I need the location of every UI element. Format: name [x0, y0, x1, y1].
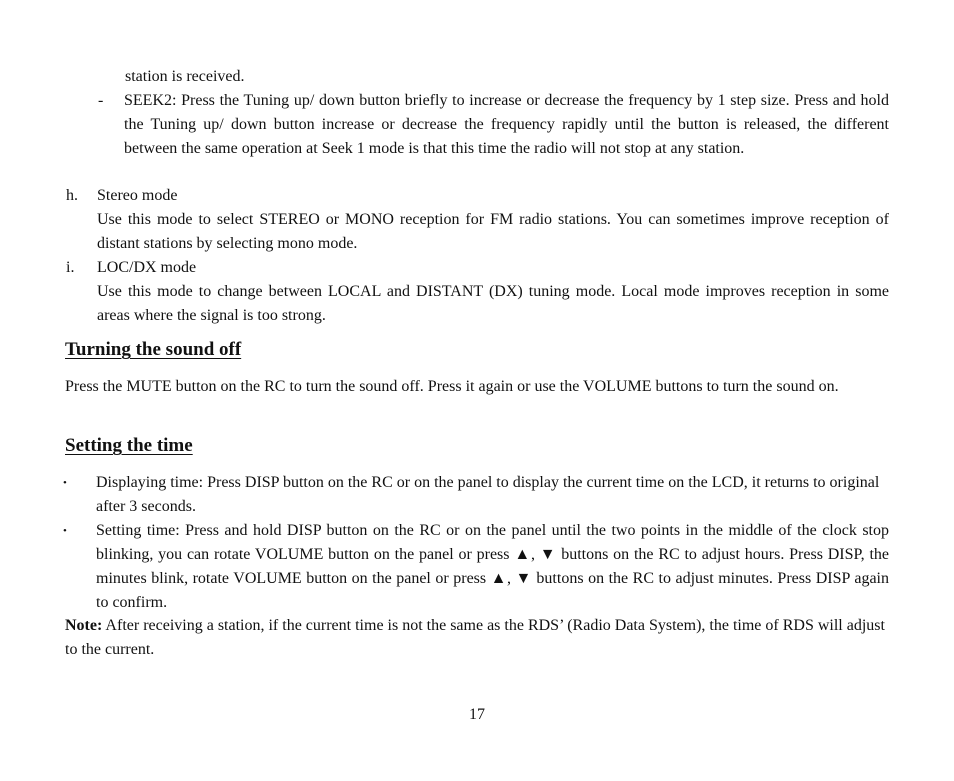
- seek2-description: SEEK2: Press the Tuning up/ down button briefly to increase or decrease the frequency by 1 step size. Press and hold the Tuning up/ down button increase or decrease the frequency rapidly until the button is released, the different between the same operation at Seek 1 mode is that this time the radio will not stop at any station.: [124, 92, 889, 157]
- note-label: Note:: [65, 617, 103, 634]
- item-label-h: h.: [66, 187, 78, 204]
- bullet-dot: •: [63, 477, 67, 489]
- item-label-i: i.: [66, 259, 75, 276]
- section-heading-sound-off: Turning the sound off: [65, 339, 242, 360]
- sound-off-paragraph: Press the MUTE button on the RC to turn the sound off. Press it again or use the VOLUME buttons to turn the sound on.: [65, 378, 839, 395]
- loc-dx-mode-title: LOC/DX mode: [97, 259, 197, 276]
- bullet-dot: •: [63, 525, 67, 537]
- bullet-setting-time: Setting time: Press and hold DISP button on the RC or on the panel until the two points in the middle of the clock stop blinking, you can rotate VOLUME button on the panel or press ▲, ▼ buttons on the RC to adjust hours. Press DISP, the minutes blink, rotate VOLUME button on the panel or press ▲, ▼ buttons on the RC to adjust minutes. Press DISP again to confirm.: [96, 522, 889, 611]
- loc-dx-mode-description: Use this mode to change between LOCAL and DISTANT (DX) tuning mode. Local mode improves reception in some areas where the signal is too strong.: [97, 283, 889, 324]
- section-heading-setting-time: Setting the time: [65, 435, 193, 456]
- continuation-line: station is received.: [125, 68, 245, 85]
- stereo-mode-description: Use this mode to select STEREO or MONO reception for FM radio stations. You can sometimes improve reception of distant stations by selecting mono mode.: [97, 211, 889, 252]
- stereo-mode-title: Stereo mode: [97, 187, 178, 204]
- bullet-displaying-time: Displaying time: Press DISP button on the RC or on the panel to display the current time on the LCD, it returns to original after 3 seconds.: [96, 474, 880, 515]
- list-dash: -: [98, 92, 104, 109]
- page-number: 17: [469, 706, 485, 723]
- note-paragraph: [65, 614, 887, 662]
- note-text: After receiving a station, if the current time is not the same as the RDS’ (Radio Data System), the time of RDS will adjust to the current.: [65, 617, 885, 658]
